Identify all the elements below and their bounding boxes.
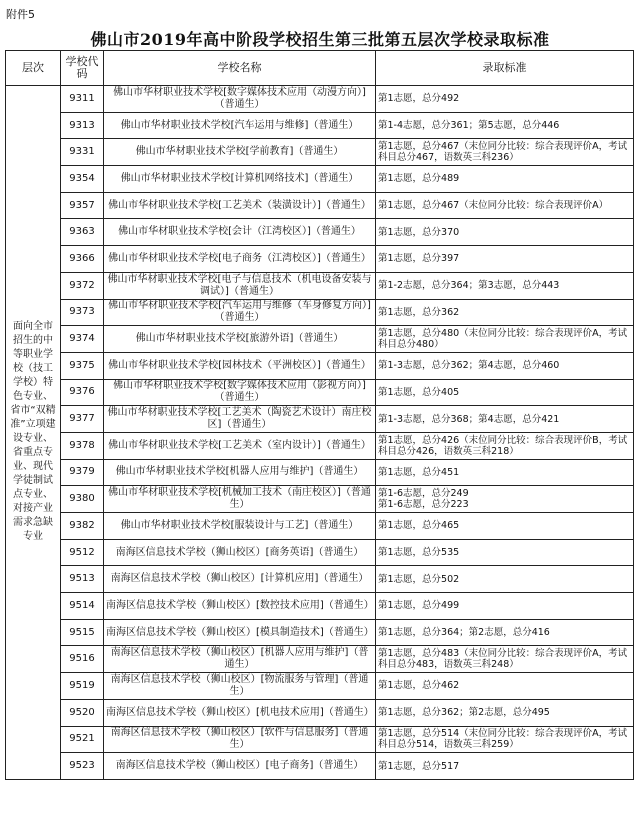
school-code-cell: 9377	[61, 406, 104, 433]
attachment-label: 附件5	[6, 8, 35, 21]
table-row	[6, 192, 634, 219]
school-name-cell: 佛山市华材职业技术学校[计算机网络技术]（普通生）	[104, 166, 376, 193]
table-row	[6, 112, 634, 139]
school-name-cell: 佛山市华材职业技术学校[机器人应用与维护]（普通生）	[104, 459, 376, 486]
table-row	[6, 699, 634, 726]
table-row	[6, 753, 634, 780]
school-name-cell: 南海区信息技术学校（狮山校区）[电子商务]（普通生）	[104, 753, 376, 780]
school-name-cell: 佛山市华材职业技术学校[工艺美术（室内设计）]（普通生）	[104, 432, 376, 459]
school-code-cell: 9514	[61, 593, 104, 620]
school-name-cell: 南海区信息技术学校（狮山校区）[机电技术应用]（普通生）	[104, 699, 376, 726]
school-code-cell: 9313	[61, 112, 104, 139]
school-name-cell: 南海区信息技术学校（狮山校区）[商务英语]（普通生）	[104, 539, 376, 566]
school-code-cell: 9521	[61, 726, 104, 753]
admission-standard-cell: 第1志愿，总分405	[376, 379, 634, 406]
table-row	[6, 593, 634, 620]
school-name-cell: 佛山市华材职业技术学校[数字媒体技术应用（动漫方向）]（普通生）	[104, 86, 376, 113]
table-row	[6, 646, 634, 673]
table-header-row	[6, 51, 634, 86]
admission-standard-cell: 第1-3志愿，总分362；第4志愿，总分460	[376, 352, 634, 379]
school-code-cell: 9379	[61, 459, 104, 486]
table-row	[6, 726, 634, 753]
admission-standard-cell: 第1志愿，总分514（末位同分比较：综合表现评价A，考试科目总分514，语数英三科259）	[376, 726, 634, 753]
admission-standard-cell: 第1志愿，总分467（末位同分比较：综合表现评价A，考试科目总分467，语数英三科236）	[376, 139, 634, 166]
table-row	[6, 352, 634, 379]
school-code-cell: 9376	[61, 379, 104, 406]
school-code-cell: 9311	[61, 86, 104, 113]
table-row	[6, 486, 634, 513]
school-code-cell: 9516	[61, 646, 104, 673]
school-name-cell: 佛山市华材职业技术学校[会计（江湾校区）]（普通生）	[104, 219, 376, 246]
school-code-cell: 9519	[61, 673, 104, 700]
header-standard: 录取标准	[376, 51, 634, 86]
table-row	[6, 432, 634, 459]
school-name-cell: 佛山市华材职业技术学校[汽车运用与维修（车身修复方向）]（普通生）	[104, 299, 376, 326]
school-code-cell: 9513	[61, 566, 104, 593]
admission-standard-cell: 第1志愿，总分483（末位同分比较：综合表现评价A，考试科目总分483，语数英三科248）	[376, 646, 634, 673]
admission-standard-cell: 第1志愿，总分535	[376, 539, 634, 566]
table-row	[6, 379, 634, 406]
school-name-cell: 佛山市华材职业技术学校[学前教育]（普通生）	[104, 139, 376, 166]
table-row	[6, 566, 634, 593]
school-name-cell: 南海区信息技术学校（狮山校区）[模具制造技术]（普通生）	[104, 619, 376, 646]
admission-standard-cell: 第1-3志愿，总分368；第4志愿，总分421	[376, 406, 634, 433]
admission-standard-cell: 第1志愿，总分462	[376, 673, 634, 700]
table-row	[6, 539, 634, 566]
school-code-cell: 9515	[61, 619, 104, 646]
admission-standard-cell: 第1志愿，总分502	[376, 566, 634, 593]
admission-standard-cell: 第1志愿，总分489	[376, 166, 634, 193]
admission-table	[5, 50, 634, 780]
school-name-cell: 佛山市华材职业技术学校[服装设计与工艺]（普通生）	[104, 513, 376, 540]
school-code-cell: 9378	[61, 432, 104, 459]
table-row	[6, 299, 634, 326]
table-body	[6, 86, 634, 780]
admission-standard-cell: 第1志愿，总分492	[376, 86, 634, 113]
table-row	[6, 513, 634, 540]
school-name-cell: 南海区信息技术学校（狮山校区）[物流服务与管理]（普通生）	[104, 673, 376, 700]
table-row	[6, 139, 634, 166]
admission-standard-cell: 第1-4志愿，总分361；第5志愿，总分446	[376, 112, 634, 139]
header-code: 学校代码	[61, 51, 104, 86]
admission-standard-cell: 第1志愿，总分517	[376, 753, 634, 780]
school-name-cell: 南海区信息技术学校（狮山校区）[软件与信息服务]（普通生）	[104, 726, 376, 753]
school-name-cell: 佛山市华材职业技术学校[数字媒体技术应用（影视方向）]（普通生）	[104, 379, 376, 406]
admission-standard-cell: 第1志愿，总分370	[376, 219, 634, 246]
admission-standard-cell: 第1志愿，总分480（末位同分比较：综合表现评价A，考试科目总分480）	[376, 326, 634, 353]
table-row	[6, 246, 634, 273]
school-name-cell: 佛山市华材职业技术学校[机械加工技术（南庄校区）]（普通生）	[104, 486, 376, 513]
school-name-cell: 佛山市华材职业技术学校[汽车运用与维修]（普通生）	[104, 112, 376, 139]
admission-standard-cell: 第1志愿，总分364；第2志愿，总分416	[376, 619, 634, 646]
school-name-cell: 南海区信息技术学校（狮山校区）[计算机应用]（普通生）	[104, 566, 376, 593]
admission-standard-cell: 第1-2志愿，总分364；第3志愿，总分443	[376, 272, 634, 299]
school-code-cell: 9354	[61, 166, 104, 193]
school-code-cell: 9520	[61, 699, 104, 726]
school-name-cell: 南海区信息技术学校（狮山校区）[机器人应用与维护]（普通生）	[104, 646, 376, 673]
table-row	[6, 406, 634, 433]
school-code-cell: 9380	[61, 486, 104, 513]
table-row	[6, 86, 634, 113]
school-code-cell: 9331	[61, 139, 104, 166]
header-school: 学校名称	[104, 51, 376, 86]
school-code-cell: 9357	[61, 192, 104, 219]
school-name-cell: 佛山市华材职业技术学校[园林技术（平洲校区）]（普通生）	[104, 352, 376, 379]
table-row	[6, 326, 634, 353]
table-row	[6, 673, 634, 700]
school-name-cell: 佛山市华材职业技术学校[旅游外语]（普通生）	[104, 326, 376, 353]
school-code-cell: 9523	[61, 753, 104, 780]
school-code-cell: 9382	[61, 513, 104, 540]
school-code-cell: 9372	[61, 272, 104, 299]
table-row	[6, 459, 634, 486]
school-code-cell: 9366	[61, 246, 104, 273]
table-row	[6, 272, 634, 299]
admission-standard-cell: 第1志愿，总分362	[376, 299, 634, 326]
admission-standard-cell: 第1志愿，总分426（末位同分比较：综合表现评价B，考试科目总分426，语数英三科218）	[376, 432, 634, 459]
school-name-cell: 南海区信息技术学校（狮山校区）[数控技术应用]（普通生）	[104, 593, 376, 620]
school-code-cell: 9374	[61, 326, 104, 353]
school-code-cell: 9373	[61, 299, 104, 326]
table-row	[6, 219, 634, 246]
table-row	[6, 619, 634, 646]
school-name-cell: 佛山市华材职业技术学校[工艺美术（陶瓷艺术设计）南庄校区]（普通生）	[104, 406, 376, 433]
level-cell: 面向全市招生的中等职业学校（技工学校）特色专业、省市“双精准”立项建设专业、省重点专业、现代学徒制试点专业、对接产业需求急缺专业	[6, 86, 61, 780]
school-code-cell: 9512	[61, 539, 104, 566]
admission-standard-cell: 第1志愿，总分499	[376, 593, 634, 620]
admission-standard-cell: 第1志愿，总分467（末位同分比较：综合表现评价A）	[376, 192, 634, 219]
school-name-cell: 佛山市华材职业技术学校[电子商务（江湾校区）]（普通生）	[104, 246, 376, 273]
header-level: 层次	[6, 51, 61, 86]
admission-standard-cell: 第1志愿，总分397	[376, 246, 634, 273]
admission-standard-cell: 第1志愿，总分451	[376, 459, 634, 486]
page-title: 佛山市2019年高中阶段学校招生第三批第五层次学校录取标准	[90, 30, 550, 49]
admission-standard-cell: 第1-6志愿，总分249 第1-6志愿，总分223	[376, 486, 634, 513]
admission-standard-cell: 第1志愿，总分465	[376, 513, 634, 540]
school-code-cell: 9375	[61, 352, 104, 379]
admission-standard-cell: 第1志愿，总分362；第2志愿，总分495	[376, 699, 634, 726]
school-name-cell: 佛山市华材职业技术学校[工艺美术（装潢设计）]（普通生）	[104, 192, 376, 219]
school-name-cell: 佛山市华材职业技术学校[电子与信息技术（机电设备安装与调试）]（普通生）	[104, 272, 376, 299]
school-code-cell: 9363	[61, 219, 104, 246]
table-row	[6, 166, 634, 193]
